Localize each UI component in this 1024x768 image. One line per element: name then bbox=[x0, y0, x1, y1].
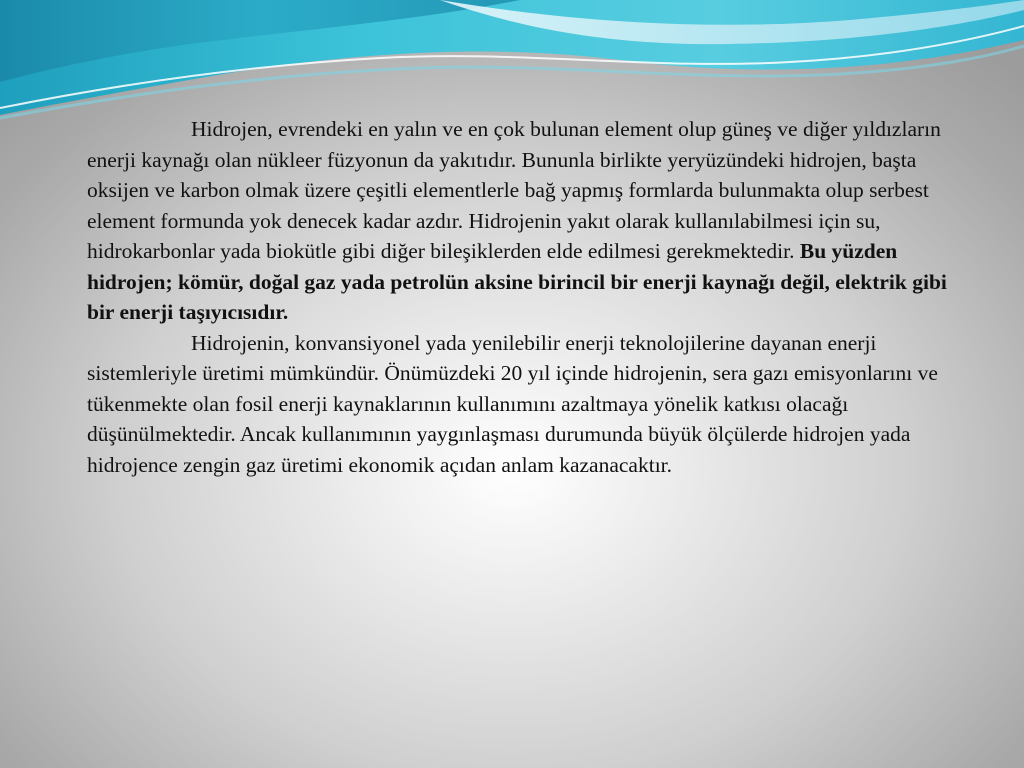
paragraph-1-bold-text: Bu yüzden hidrojen; kömür, doğal gaz yada petrolün aksine birincil bir enerji kaynağı değil, elektrik gibi bir enerji taşıyıcısıdır. bbox=[87, 239, 947, 324]
paragraph-1 bbox=[87, 114, 947, 328]
slide-body-text bbox=[87, 114, 947, 480]
paragraph-2-text: Hidrojenin, konvansiyonel yada yenilebilir enerji teknolojilerine dayanan enerji sistemleriyle üretimi mümkündür. Önümüzdeki 20 yıl içinde hidrojenin, sera gazı emisyonlarını ve tükenmekte olan fosil enerji kaynaklarının kullanımını azaltmaya yönelik katkısı olacağı düşünülmektedir. Ancak kullanımının yaygınlaşması durumunda büyük ölçülerde hidrojen yada hidrojence zengin gaz üretimi ekonomik açıdan anlam kazanacaktır. bbox=[87, 330, 938, 477]
paragraph-2 bbox=[87, 328, 947, 481]
decorative-wave bbox=[0, 0, 1024, 130]
paragraph-1-text: Hidrojen, evrendeki en yalın ve en çok bulunan element olup güneş ve diğer yıldızların enerji kaynağı olan nükleer füzyonun da yakıtıdır. Bununla birlikte yeryüzündeki hidrojen, başta oksijen ve karbon olmak üzere çeşitli elementlerle bağ yapmış formlarda bulunmakta olup serbest element formunda yok denecek kadar azdır. Hidrojenin yakıt olarak kullanılabilmesi için su, hidrokarbonlar yada biokütle gibi diğer bileşiklerden elde edilmesi gerekmektedir. bbox=[87, 117, 941, 263]
